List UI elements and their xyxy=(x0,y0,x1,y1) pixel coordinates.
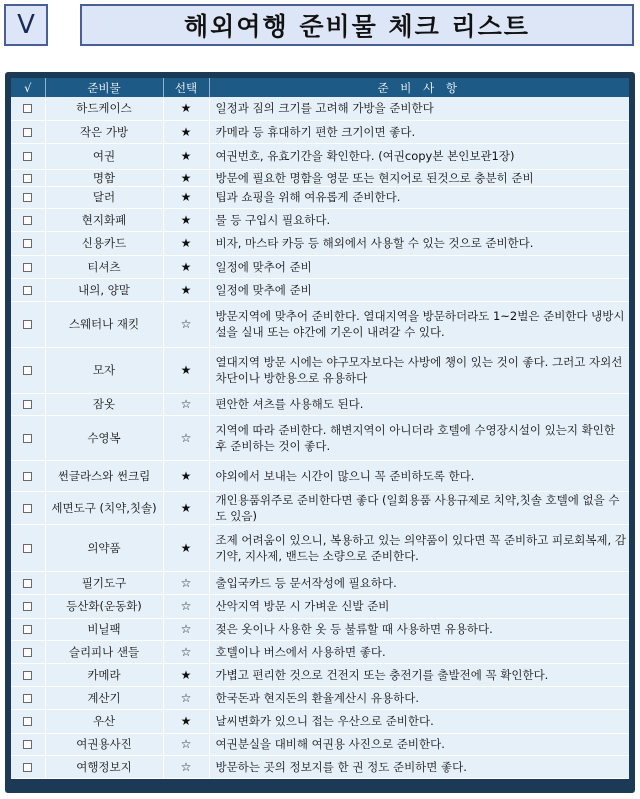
item-notes: 여권번호, 유효기간을 확인한다. (여권copy본 본인보관1장) xyxy=(209,143,629,169)
item-notes: 호텔이나 버스에서 사용하면 좋다. xyxy=(209,640,629,663)
table-row xyxy=(11,301,629,347)
table-row xyxy=(11,186,629,208)
row-checkbox-cell xyxy=(11,415,45,460)
empty-star-icon: ☆ xyxy=(180,430,192,445)
column-header-check: √ xyxy=(11,78,45,97)
table-row xyxy=(11,755,629,778)
selection-cell xyxy=(163,491,209,524)
page-title-text: 해외여행 준비물 체크 리스트 xyxy=(184,12,530,41)
table-row xyxy=(11,97,629,120)
item-notes: 출입국카드 등 문서작성에 필요하다. xyxy=(209,571,629,594)
checkbox[interactable] xyxy=(23,152,32,161)
checkbox[interactable] xyxy=(23,763,32,772)
checkbox[interactable] xyxy=(23,174,32,183)
filled-star-icon: ★ xyxy=(180,468,192,483)
empty-star-icon: ☆ xyxy=(180,737,192,751)
row-checkbox-cell xyxy=(11,733,45,755)
selection-cell xyxy=(163,301,209,347)
checkbox[interactable] xyxy=(23,193,32,202)
empty-star-icon: ☆ xyxy=(180,690,192,705)
filled-star-icon: ★ xyxy=(180,190,192,204)
table-row xyxy=(11,143,629,169)
item-name: 작은 가방 xyxy=(45,120,163,143)
table-row xyxy=(11,415,629,460)
item-name: 달러 xyxy=(45,186,163,208)
item-name: 스웨터나 재킷 xyxy=(45,301,163,347)
item-name: 썬글라스와 썬크림 xyxy=(45,460,163,491)
item-notes: 개인용품위주로 준비한다면 좋다 (일회용품 사용규제로 치약,칫솔 호텔에 없을 수도 있음) xyxy=(209,491,629,524)
filled-star-icon: ★ xyxy=(180,101,192,116)
empty-star-icon: ☆ xyxy=(180,622,192,636)
row-checkbox-cell xyxy=(11,571,45,594)
checkbox[interactable] xyxy=(23,544,32,553)
row-checkbox-cell xyxy=(11,755,45,778)
filled-star-icon: ★ xyxy=(180,540,192,555)
row-checkbox-cell xyxy=(11,255,45,278)
item-notes: 일정과 짐의 크기를 고려해 가방을 준비한다 xyxy=(209,97,629,120)
item-name: 계산기 xyxy=(45,686,163,709)
item-notes: 젖은 옷이나 사용한 옷 등 불류할 때 사용하면 유용하다. xyxy=(209,618,629,640)
checkbox[interactable] xyxy=(23,128,32,137)
table-row xyxy=(11,460,629,491)
table-row xyxy=(11,491,629,524)
filled-star-icon: ★ xyxy=(180,363,192,377)
row-checkbox-cell xyxy=(11,663,45,686)
checklist-table-frame xyxy=(5,72,635,793)
selection-cell xyxy=(163,143,209,169)
item-notes: 팁과 쇼핑을 위해 여유롭게 준비한다. xyxy=(209,186,629,208)
checkbox[interactable] xyxy=(23,472,32,481)
item-notes: 방문에 필요한 명함을 영문 또는 현지어로 된것으로 충분히 준비 xyxy=(209,169,629,186)
table-row xyxy=(11,278,629,301)
logo-mark: V xyxy=(17,10,35,40)
checkbox[interactable] xyxy=(23,263,32,272)
checkbox[interactable] xyxy=(23,504,32,513)
row-checkbox-cell xyxy=(11,97,45,120)
empty-star-icon: ☆ xyxy=(180,317,192,331)
item-name: 내의, 양말 xyxy=(45,278,163,301)
item-notes: 방문하는 곳의 정보지를 한 권 정도 준비하면 좋다. xyxy=(209,755,629,778)
item-notes: 여권분실을 대비해 여권용 사진으로 준비한다. xyxy=(209,733,629,755)
item-notes: 조제 어려움이 있으니, 복용하고 있는 의약품이 있다면 꼭 준비하고 피로회복제, 감기약, 지사제, 밴드는 소량으로 준비한다. xyxy=(209,524,629,571)
item-notes: 지역에 따라 준비한다. 해변지역이 아니더라 호텔에 수영장시설이 있는지 확인한 후 준비하는 것이 좋다. xyxy=(209,415,629,460)
item-notes: 물 등 구입시 필요하다. xyxy=(209,208,629,231)
item-name: 등산화(운동화) xyxy=(45,594,163,618)
checkbox[interactable] xyxy=(23,320,32,329)
item-name: 잠옷 xyxy=(45,393,163,415)
item-name: 여권 xyxy=(45,143,163,169)
item-notes: 카메라 등 휴대하기 편한 크기이면 좋다. xyxy=(209,120,629,143)
item-name: 모자 xyxy=(45,347,163,393)
item-notes: 방문지역에 맞추어 준비한다. 열대지역을 방문하더라도 1~2벌은 준비한다 냉방시설을 실내 또는 야간에 기온이 내려갈 수 있다. xyxy=(209,301,629,347)
filled-star-icon: ★ xyxy=(180,282,192,297)
item-notes: 가볍고 편리한 것으로 건전지 또는 충전기를 출발전에 꼭 확인한다. xyxy=(209,663,629,686)
selection-cell xyxy=(163,709,209,733)
checkbox[interactable] xyxy=(23,216,32,225)
checkbox[interactable] xyxy=(23,625,32,634)
item-notes: 편안한 셔츠를 사용해도 된다. xyxy=(209,393,629,415)
selection-cell xyxy=(163,208,209,231)
table-row xyxy=(11,120,629,143)
selection-cell xyxy=(163,278,209,301)
selection-cell xyxy=(163,640,209,663)
row-checkbox-cell xyxy=(11,120,45,143)
row-checkbox-cell xyxy=(11,594,45,618)
checklist-table xyxy=(11,78,629,779)
item-name: 티셔츠 xyxy=(45,255,163,278)
selection-cell xyxy=(163,186,209,208)
selection-cell xyxy=(163,686,209,709)
item-notes: 야외에서 보내는 시간이 많으니 꼭 준비하도록 한다. xyxy=(209,460,629,491)
filled-star-icon: ★ xyxy=(180,667,192,682)
table-body xyxy=(11,97,629,778)
checkbox[interactable] xyxy=(23,671,32,680)
item-name: 하드케이스 xyxy=(45,97,163,120)
selection-cell xyxy=(163,663,209,686)
selection-cell xyxy=(163,618,209,640)
item-notes: 산악지역 방문 시 가벼운 신발 준비 xyxy=(209,594,629,618)
row-checkbox-cell xyxy=(11,278,45,301)
table-row xyxy=(11,347,629,393)
selection-cell xyxy=(163,415,209,460)
row-checkbox-cell xyxy=(11,686,45,709)
item-notes: 날씨변화가 있으니 접는 우산으로 준비한다. xyxy=(209,709,629,733)
row-checkbox-cell xyxy=(11,524,45,571)
item-notes: 열대지역 방문 시에는 야구모자보다는 사방에 챙이 있는 것이 좋다. 그러고 자외선차단이나 방한용으로 유용하다 xyxy=(209,347,629,393)
table-row xyxy=(11,524,629,571)
item-name: 우산 xyxy=(45,709,163,733)
row-checkbox-cell xyxy=(11,143,45,169)
item-name: 명함 xyxy=(45,169,163,186)
table-row xyxy=(11,594,629,618)
checkbox[interactable] xyxy=(23,579,32,588)
filled-star-icon: ★ xyxy=(180,500,192,515)
row-checkbox-cell xyxy=(11,709,45,733)
filled-star-icon: ★ xyxy=(180,236,192,250)
item-name: 수영복 xyxy=(45,415,163,460)
checkbox[interactable] xyxy=(23,366,32,375)
table-row xyxy=(11,231,629,255)
item-name: 여행정보지 xyxy=(45,755,163,778)
filled-star-icon: ★ xyxy=(180,124,192,139)
item-name: 신용카드 xyxy=(45,231,163,255)
filled-star-icon: ★ xyxy=(180,259,192,274)
selection-cell xyxy=(163,460,209,491)
checkbox[interactable] xyxy=(23,648,32,657)
table-row xyxy=(11,393,629,415)
item-notes: 한국돈과 현지돈의 환율계산시 유용하다. xyxy=(209,686,629,709)
table-row xyxy=(11,663,629,686)
selection-cell xyxy=(163,255,209,278)
row-checkbox-cell xyxy=(11,347,45,393)
table-row xyxy=(11,709,629,733)
empty-star-icon: ☆ xyxy=(180,397,192,411)
selection-cell xyxy=(163,231,209,255)
item-name: 필기도구 xyxy=(45,571,163,594)
selection-cell xyxy=(163,594,209,618)
table-row xyxy=(11,733,629,755)
selection-cell xyxy=(163,755,209,778)
checkbox[interactable] xyxy=(23,434,32,443)
table-row xyxy=(11,640,629,663)
selection-cell xyxy=(163,393,209,415)
table-row xyxy=(11,686,629,709)
logo-box xyxy=(4,4,48,46)
filled-star-icon: ★ xyxy=(180,149,192,163)
item-name: 현지화폐 xyxy=(45,208,163,231)
column-header-item: 준비물 xyxy=(45,78,163,97)
table-row xyxy=(11,208,629,231)
column-header-select: 선택 xyxy=(163,78,209,97)
checkbox[interactable] xyxy=(23,717,32,726)
item-name: 비닐팩 xyxy=(45,618,163,640)
table-row xyxy=(11,618,629,640)
selection-cell xyxy=(163,120,209,143)
checkbox[interactable] xyxy=(23,694,32,703)
selection-cell xyxy=(163,169,209,186)
row-checkbox-cell xyxy=(11,393,45,415)
empty-star-icon: ☆ xyxy=(180,599,192,613)
item-notes: 비자, 마스타 카등 등 해외에서 사용할 수 있는 것으로 준비한다. xyxy=(209,231,629,255)
page-title xyxy=(80,4,634,46)
selection-cell xyxy=(163,571,209,594)
item-name: 슬리피나 샌들 xyxy=(45,640,163,663)
row-checkbox-cell xyxy=(11,618,45,640)
filled-star-icon: ★ xyxy=(180,170,192,185)
checkbox[interactable] xyxy=(23,104,32,113)
table-row xyxy=(11,169,629,186)
row-checkbox-cell xyxy=(11,301,45,347)
table-header-row xyxy=(11,78,629,97)
row-checkbox-cell xyxy=(11,186,45,208)
item-name: 카메라 xyxy=(45,663,163,686)
empty-star-icon: ☆ xyxy=(180,759,192,774)
selection-cell xyxy=(163,347,209,393)
row-checkbox-cell xyxy=(11,169,45,186)
selection-cell xyxy=(163,97,209,120)
filled-star-icon: ★ xyxy=(180,212,192,227)
item-name: 의약품 xyxy=(45,524,163,571)
table-row xyxy=(11,255,629,278)
row-checkbox-cell xyxy=(11,208,45,231)
checkbox[interactable] xyxy=(23,400,32,409)
empty-star-icon: ☆ xyxy=(180,644,192,659)
row-checkbox-cell xyxy=(11,231,45,255)
table-row xyxy=(11,571,629,594)
checkbox[interactable] xyxy=(23,740,32,749)
item-name: 세면도구 (치약,칫솔) xyxy=(45,491,163,524)
column-header-notes: 준 비 사 항 xyxy=(209,78,629,97)
checkbox[interactable] xyxy=(23,286,32,295)
checkbox[interactable] xyxy=(23,602,32,611)
item-name: 여권용사진 xyxy=(45,733,163,755)
filled-star-icon: ★ xyxy=(180,714,192,728)
row-checkbox-cell xyxy=(11,640,45,663)
item-notes: 일정에 맞추어 준비 xyxy=(209,255,629,278)
row-checkbox-cell xyxy=(11,460,45,491)
checkbox[interactable] xyxy=(23,239,32,248)
selection-cell xyxy=(163,524,209,571)
empty-star-icon: ☆ xyxy=(180,575,192,590)
selection-cell xyxy=(163,733,209,755)
item-notes: 일정에 맞추에 준비 xyxy=(209,278,629,301)
row-checkbox-cell xyxy=(11,491,45,524)
